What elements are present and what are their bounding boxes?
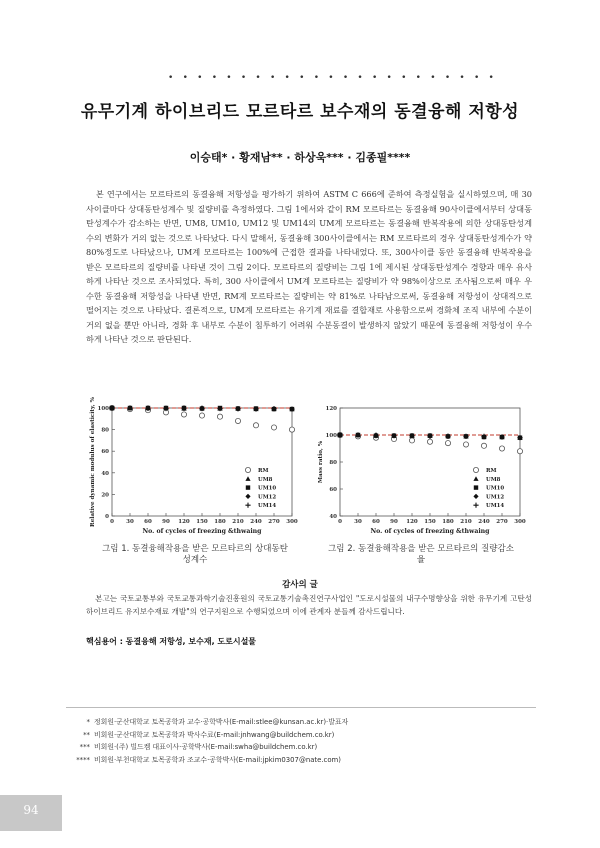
legend-label: UM12: [258, 494, 277, 501]
data-point: [199, 413, 204, 418]
acknowledgment-text: 본고는 국토교통부와 국토교통과학기술진흥원의 국토교통기술촉진연구사업인 "도로시설물의 내구수명향상을 위한 유무기계 고탄성 하이브리드 유지보수재료 개발"의 연구지원으로 수행되었으며 이에 관계자 분들께 감사드립니다.: [86, 594, 532, 616]
legend-marker: [473, 494, 478, 499]
footnote-text: 비회원·군산대학교 토목공학과 박사수료(E-mail:jnhwang@buildchem.co.kr): [94, 730, 335, 739]
footnote-divider: [66, 707, 536, 708]
legend-marker: [245, 476, 250, 481]
page-number: 94: [23, 803, 39, 817]
data-point: [217, 414, 222, 419]
x-tick-label: 300: [514, 519, 526, 525]
footnote-text: 비회원·부천대학교 토목공학과 조교수·공학박사(E-mail:jpkim0307@nate.com): [94, 756, 341, 765]
legend-label: UM10: [486, 485, 505, 492]
y-tick-label: 40: [101, 470, 109, 477]
x-tick-label: 180: [214, 519, 226, 525]
legend-marker: [246, 485, 250, 489]
figure-2-chart: [314, 398, 528, 535]
authors: 이승태* · 황재남** · 하상욱*** · 김종필****: [189, 151, 411, 164]
x-tick-label: 240: [478, 519, 490, 525]
y-axis-label: Relative dynamic modulus of elasticity, %: [90, 397, 96, 527]
data-point: [445, 441, 450, 446]
footnote-mark: **: [83, 730, 90, 739]
data-point: [181, 412, 186, 417]
figure-2-caption: 그림 2. 동결융해작용을 받은 모르타르의 질량감소율: [328, 544, 514, 565]
x-tick-label: 270: [268, 519, 280, 525]
x-tick-label: 90: [162, 519, 170, 525]
y-tick-label: 100: [325, 433, 337, 439]
legend-label: UM14: [258, 503, 277, 510]
footnotes: [66, 716, 536, 767]
header-ornament: • • • • • • • • • • • • • • • • • • • • • • •: [168, 73, 498, 83]
x-tick-label: 240: [250, 519, 262, 525]
y-tick-label: 60: [329, 487, 337, 493]
legend-marker: [473, 467, 478, 472]
data-point: [409, 438, 414, 443]
footnote-text: 비회원·(주) 빌드켐 대표이사·공학박사(E-mail:swha@buildchem.co.kr): [94, 743, 318, 752]
legend-label: UM10: [258, 485, 277, 492]
legend-label: RM: [486, 468, 497, 474]
data-point: [271, 425, 276, 430]
y-axis-label: Mass ratio, %: [318, 440, 324, 484]
footnote: [66, 716, 536, 729]
footnote-mark: ***: [79, 743, 90, 752]
figure-1-chart: [86, 397, 300, 535]
y-tick-label: 80: [101, 427, 109, 434]
legend-label: UM12: [486, 494, 505, 501]
x-axis-label: No. of cycles of freezing &thwaing: [142, 528, 262, 535]
x-tick-label: 300: [286, 519, 298, 525]
data-point: [427, 439, 432, 444]
acknowledgment-heading: 감사의 글: [282, 580, 318, 590]
x-tick-label: 180: [442, 519, 454, 525]
paper-title: 유무기계 하이브리드 모르타르 보수재의 동결융해 저항성: [80, 102, 520, 122]
x-tick-label: 60: [144, 519, 152, 525]
y-tick-label: 20: [101, 492, 109, 499]
legend-label: RM: [258, 468, 269, 474]
y-tick-label: 120: [325, 406, 337, 412]
x-tick-label: 30: [126, 519, 134, 525]
x-tick-label: 0: [338, 519, 342, 525]
abstract: 본 연구에서는 모르타르의 동결융해 저항성을 평가하기 위하여 ASTM C 666에 준하여 측정실험을 실시하였으며, 매 30사이클마다 상대동탄성계수 및 질량비를 측정하였다. 그림 1에서와 같이 RM 모르타르는 동결융해 90사이클에서부터 상대동탄성계수가 감소하는 반면, UM8, UM10, UM12 및 UM14의 UM계 모르타르는 동결융해 반복작용에 의한 상대동탄성계수의 변화가 거의 없는 것으로 나타났다. 다시 말해서, 동결융해 300사이클에서는 RM 모르타르의 경우 상대동탄성계수가 약 80%정도로 나타났으나, UM계 모르타르는 100%에 근접한 결과를 나타내었다. 또, 300사이클 동안 동결융해 반복작용을 받은 모르타르의 질량비를 나타낸 것이 그림 2이다. 모르타르의 질량비는 그림 1에 제시된 상대동탄성계수 경향과 매우 유사하게 나타난 것으로 조사되었다. 특히, 300 사이클에서 UM계 모르타르는 질량비가 약 98%이상으로 조사됨으로써 매우 우수한 동결융해 저항성을 나타낸 반면, RM계 모르타르는 질량비는 약 81%로 나타남으로써, 동결융해 저항성이 상대적으로 떨어지는 것으로 나타났다. 결론적으로, UM계 모르타르는 유기계 재료를 결합재로 사용함으로써 경화체 조직 내부에 수분이 거의 없을 뿐만 아니라, 경화 후 내부로 수분이 침투하기 어려워 수분동결이 발생하지 않았기 때문에 동결융해 저항성이 우수하게 나타난 것으로 판단된다.: [86, 189, 532, 344]
data-point: [481, 443, 486, 448]
x-tick-label: 210: [232, 519, 244, 525]
x-tick-label: 210: [460, 519, 472, 525]
data-point: [463, 442, 468, 447]
legend-label: UM8: [486, 476, 501, 483]
legend-marker: [474, 485, 478, 489]
footnote: [66, 741, 536, 754]
legend-marker: [245, 494, 250, 499]
x-tick-label: 90: [390, 519, 398, 525]
x-tick-label: 60: [372, 519, 380, 525]
footnote-mark: *: [86, 718, 90, 726]
x-tick-label: 150: [196, 519, 208, 525]
data-point: [235, 418, 240, 423]
figure-1-caption: 그림 1. 동결융해작용을 받은 모르타르의 상대동탄성계수: [102, 544, 288, 565]
legend-marker: [473, 503, 478, 508]
legend-label: UM14: [486, 503, 505, 510]
footnote-text: 정회원·군산대학교 토목공학과 교수·공학박사(E-mail:stlee@kunsan.ac.kr)·발표자: [94, 718, 349, 726]
x-tick-label: 120: [178, 519, 190, 525]
y-tick-label: 80: [329, 460, 337, 466]
legend-marker: [245, 503, 250, 508]
data-point: [289, 427, 294, 432]
x-axis-label: No. of cycles of freezing &thwaing: [370, 528, 490, 535]
data-point: [517, 449, 522, 454]
x-tick-label: 120: [406, 519, 418, 525]
y-tick-label: 40: [329, 514, 337, 520]
legend-marker: [473, 476, 478, 481]
footnote: [66, 754, 536, 767]
y-tick-label: 0: [105, 514, 109, 520]
footnote: [66, 729, 536, 742]
data-point: [499, 446, 504, 451]
y-tick-label: 60: [101, 449, 109, 456]
x-tick-label: 30: [354, 519, 362, 525]
y-tick-label: 100: [97, 406, 109, 412]
x-tick-label: 0: [110, 519, 114, 525]
x-tick-label: 270: [496, 519, 508, 525]
data-point: [253, 423, 258, 428]
legend-label: UM8: [258, 476, 273, 483]
keywords: 핵심용어 : 동결융해 저항성, 보수재, 도로시설물: [86, 637, 257, 646]
legend-marker: [245, 467, 250, 472]
footnote-mark: ****: [76, 756, 90, 765]
x-tick-label: 150: [424, 519, 436, 525]
